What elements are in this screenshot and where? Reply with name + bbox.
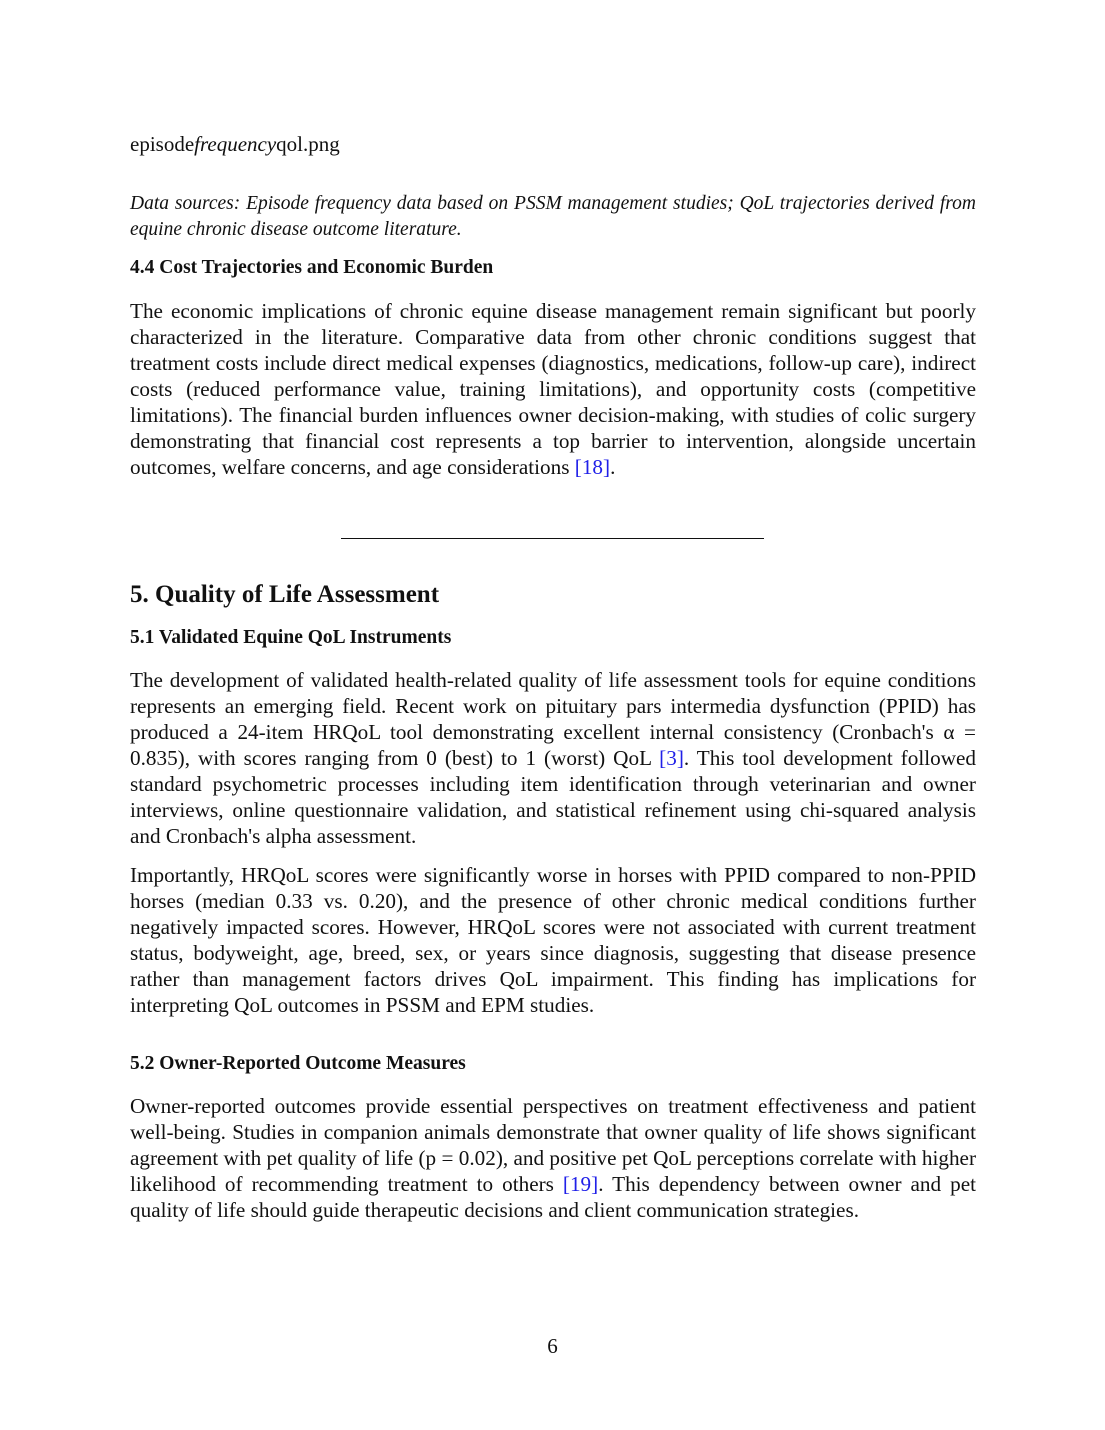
section-5-1-body: [130, 667, 976, 849]
paragraph-text: The development of validated health-related quality of life assessment tools for equine conditions represents an emerging field. Recent work on pituitary pars intermedia dysfunction (PPID) has produced a 24-item HRQoL tool demonstrating excellent internal consistency (Cronbach's α = 0.835), with scores ranging from 0 (best) to 1 (worst) QoL: [130, 668, 976, 770]
paragraph-text: . This tool development followed standard psychometric processes including item identification through veterinarian and owner interviews, online questionnaire validation, and statistical refinement using chi-squared analysis and Cronbach's alpha assessment.: [130, 746, 976, 848]
paragraph-text: The economic implications of chronic equine disease management remain significant but poorly characterized in the literature. Comparative data from other chronic conditions suggest that treatment costs include direct medical expenses (diagnostics, medications, follow-up care), indirect costs (reduced performance value, training limitations), and opportunity costs (competitive limitations). The financial burden influences owner decision-making, with studies of colic surgery demonstrating that financial cost represents a top barrier to intervention, alongside uncertain outcomes, welfare concerns, and age considerations: [130, 299, 976, 479]
page-number: 6: [547, 1334, 558, 1358]
figure-filename: [130, 131, 340, 157]
section-4-4-body: [130, 298, 976, 480]
section-5-2-body: [130, 1093, 976, 1223]
section-5-1-paragraph-2: Importantly, HRQoL scores were significantly worse in horses with PPID compared to non-PPID horses (median 0.33 vs. 0.20), and the presence of other chronic medical conditions further negatively impacted scores. However, HRQoL scores were not associated with current treatment status, bodyweight, age, breed, sex, or years since diagnosis, suggesting that disease presence rather than management factors drives QoL impairment. This finding has implications for interpreting QoL outcomes in PSSM and EPM studies.: [130, 863, 976, 1017]
section-5-1-paragraph-1: [130, 667, 976, 849]
paragraph-text: Owner-reported outcomes provide essential perspectives on treatment effectiveness and patient well-being. Studies in companion animals demonstrate that owner quality of life shows significant agreement with pet quality of life (p = 0.02), and positive pet QoL perceptions correlate with higher likelihood of recommending treatment to others: [130, 1094, 976, 1196]
section-5-2-paragraph: [130, 1093, 976, 1223]
section-5-heading: 5. Quality of Life Assessment: [130, 581, 440, 608]
figure-caption: Data sources: Episode frequency data based on PSSM management studies; QoL trajectories derived from equine chronic disease outcome literature.: [130, 192, 976, 240]
section-5-2-heading: 5.2 Owner-Reported Outcome Measures: [130, 1053, 466, 1074]
citation-link-19[interactable]: [19]: [562, 1172, 599, 1196]
filename-suffix: qol.png: [276, 132, 340, 156]
paragraph-text: . This dependency between owner and pet quality of life should guide therapeutic decisions and client communication strategies.: [130, 1172, 976, 1222]
citation-link-3[interactable]: [3]: [659, 746, 684, 770]
citation-link-18[interactable]: [18]: [574, 455, 611, 479]
section-5-1-heading: 5.1 Validated Equine QoL Instruments: [130, 627, 452, 648]
filename-prefix: episode: [130, 132, 195, 156]
section-4-4-paragraph: [130, 298, 976, 480]
section-4-4-heading: 4.4 Cost Trajectories and Economic Burden: [130, 257, 494, 278]
section-divider: [341, 538, 764, 539]
filename-italic: frequency: [194, 132, 277, 156]
section-5-1-body-2: [130, 862, 976, 1018]
paragraph-end: .: [610, 455, 616, 479]
